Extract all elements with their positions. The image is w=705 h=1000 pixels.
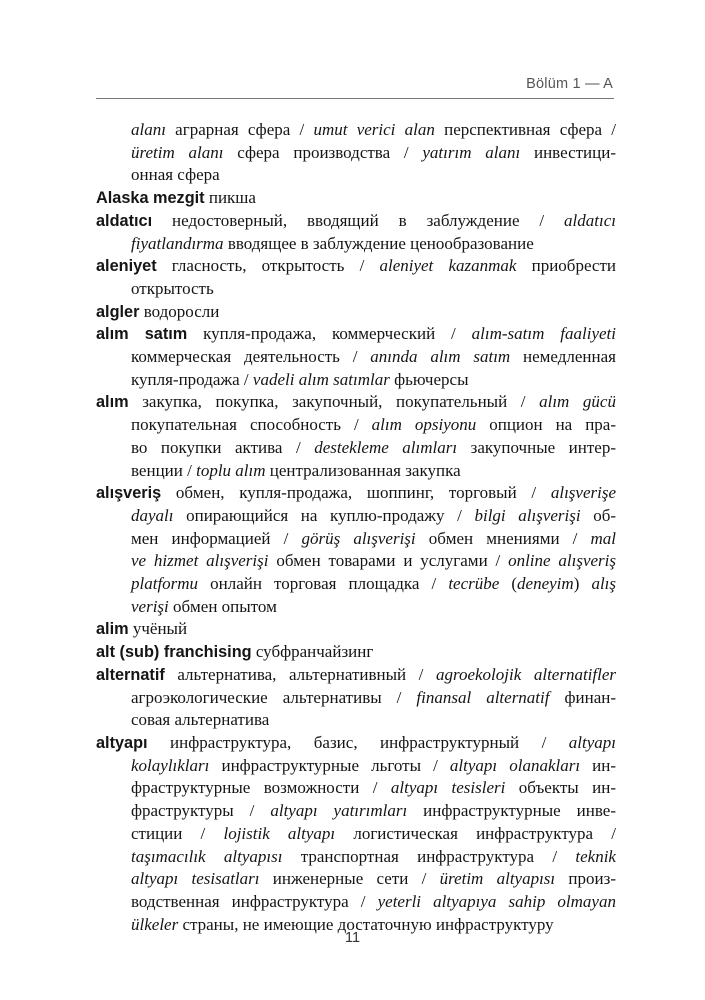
turkish-phrase: yatırım alanı — [422, 142, 521, 162]
translation-text: обмен, купля-продажа, шоппинг, торговый / — [161, 483, 551, 503]
turkish-phrase: platformu — [131, 574, 199, 594]
translation-text: учёный — [128, 619, 188, 639]
translation-text: об- — [580, 505, 617, 525]
continuation-line — [96, 755, 616, 778]
turkish-phrase: toplu alım — [196, 460, 266, 480]
translation-text: перспективная сфера / — [434, 120, 617, 139]
turkish-phrase: finansal alternatif — [416, 687, 550, 707]
entry-line — [96, 301, 616, 324]
translation-text: коммерческая деятельность / — [131, 347, 371, 367]
translation-text: логистическая инфраструктура / — [335, 823, 616, 843]
translation-text: альтернатива, альтернативный / — [164, 664, 436, 684]
continuation-line — [96, 369, 616, 392]
turkish-phrase: ülkeler — [131, 914, 179, 934]
translation-text: купля-продажа, коммерческий / — [187, 324, 472, 344]
turkish-phrase: altyapı tesisleri — [390, 778, 506, 798]
turkish-phrase: destekleme alımları — [314, 437, 458, 457]
translation-text: вводящее в заблуждение ценообразование — [223, 233, 534, 253]
entry-line — [96, 255, 616, 278]
translation-text: обмен опытом — [168, 596, 277, 616]
headword: aleniyet — [96, 257, 157, 276]
translation-text: субфранчайзинг — [251, 642, 374, 662]
continuation-line — [96, 164, 616, 187]
running-header: Bölüm 1 — A — [526, 76, 613, 92]
continuation-line — [96, 142, 616, 165]
translation-text: гласность, открытость / — [156, 256, 380, 276]
turkish-phrase: tecrübe — [448, 574, 500, 594]
headword: aldatıcı — [96, 211, 153, 230]
turkish-phrase: alanı — [131, 120, 166, 139]
translation-text: онная сфера — [131, 165, 220, 185]
turkish-phrase: üretim alanı — [131, 142, 224, 162]
headword: alışveriş — [96, 484, 162, 503]
headword: alım — [96, 393, 129, 412]
turkish-phrase: taşımacılık altyapısı — [131, 846, 283, 866]
continuation-line — [96, 460, 616, 483]
translation-text: ( — [499, 574, 518, 594]
translation-text: фраструктуры / — [131, 801, 271, 821]
turkish-phrase: fiyatlandırma — [131, 233, 224, 253]
translation-text: стиции / — [131, 823, 224, 843]
translation-text: венции / — [131, 460, 197, 480]
turkish-phrase: üretim altyapısı — [439, 869, 556, 889]
translation-text: приобрести — [516, 256, 616, 276]
translation-text: водственная инфраструктура / — [131, 891, 378, 911]
continuation-line — [96, 596, 616, 619]
translation-text: закупочные интер- — [457, 437, 616, 457]
translation-text: закупка, покупка, закупочный, покупательный / — [128, 392, 540, 412]
turkish-phrase: kolaylıkları — [131, 755, 210, 775]
turkish-phrase: alış — [591, 574, 616, 594]
translation-text: инфраструктура, базис, инфраструктурный / — [147, 732, 569, 752]
continuation-line — [96, 119, 616, 142]
turkish-phrase: aldatıcı — [564, 210, 616, 230]
translation-text: транспортная инфраструктура / — [282, 846, 576, 866]
headword: alternatif — [96, 665, 165, 684]
translation-text: инженерные сети / — [259, 869, 440, 889]
continuation-line — [96, 777, 616, 800]
headword: alt (sub) franchising — [96, 643, 252, 662]
turkish-phrase: bilgi alışverişi — [474, 505, 581, 525]
continuation-line — [96, 891, 616, 914]
translation-text: инвестици- — [520, 142, 616, 162]
translation-text: объекты ин- — [505, 778, 616, 798]
headword: alım satım — [96, 325, 188, 344]
translation-text: произ- — [555, 869, 616, 889]
turkish-phrase: altyapı olanakları — [449, 755, 581, 775]
translation-text: немедленная — [510, 347, 616, 367]
translation-text: фьючерсы — [389, 369, 469, 389]
turkish-phrase: umut verici alan — [313, 120, 435, 139]
headword: altyapı — [96, 733, 148, 752]
translation-text: обмен мнениями / — [415, 528, 591, 548]
continuation-line — [96, 846, 616, 869]
turkish-phrase: görüş alışverişi — [301, 528, 416, 548]
turkish-phrase: agroekolojik alternatifler — [435, 664, 617, 684]
turkish-phrase: alışverişe — [550, 483, 616, 503]
translation-text: пикша — [204, 188, 256, 208]
continuation-line — [96, 278, 616, 301]
translation-text: централизованная закупка — [265, 460, 461, 480]
continuation-line — [96, 346, 616, 369]
turkish-phrase: alım-satım faaliyeti — [471, 324, 616, 344]
translation-text: агроэкологические альтернативы / — [131, 687, 417, 707]
headword: alim — [96, 620, 129, 639]
turkish-phrase: altyapı yatırımları — [270, 801, 408, 821]
dictionary-entries — [96, 119, 616, 936]
headword: Alaska mezgit — [96, 189, 205, 208]
entry-line — [96, 482, 616, 505]
entry-line — [96, 391, 616, 414]
continuation-line — [96, 687, 616, 710]
translation-text: водоросли — [139, 301, 220, 321]
continuation-line — [96, 414, 616, 437]
continuation-line — [96, 505, 616, 528]
translation-text: аграрная сфера / — [165, 120, 314, 139]
translation-text: ) — [573, 574, 592, 594]
continuation-line — [96, 233, 616, 256]
continuation-line — [96, 437, 616, 460]
translation-text: совая альтернатива — [131, 710, 270, 730]
translation-text: открытость — [131, 278, 214, 298]
translation-text: обмен товарами и услугами / — [268, 551, 509, 571]
translation-text: ин- — [580, 755, 616, 775]
translation-text: купля-продажа / — [131, 369, 253, 389]
turkish-phrase: lojistik altyapı — [223, 823, 336, 843]
entry-line — [96, 187, 616, 210]
continuation-line — [96, 528, 616, 551]
turkish-phrase: mal — [590, 528, 617, 548]
turkish-phrase: deneyim — [517, 574, 574, 594]
turkish-phrase: yeterli altyapıya sahip olmayan — [377, 891, 616, 911]
translation-text: покупательная способность / — [131, 415, 372, 435]
turkish-phrase: altyapı — [568, 732, 616, 752]
entry-line — [96, 210, 616, 233]
continuation-line — [96, 823, 616, 846]
translation-text: инфраструктурные инве- — [407, 801, 616, 821]
turkish-phrase: altyapı tesisatları — [131, 869, 260, 889]
continuation-line — [96, 868, 616, 891]
translation-text: финан- — [549, 687, 617, 707]
entry-line — [96, 618, 616, 641]
translation-text: страны, не имеющие достаточную инфраструктуру — [178, 914, 554, 934]
translation-text: опцион на пра- — [476, 415, 617, 435]
entry-line — [96, 664, 616, 687]
turkish-phrase: teknik — [575, 846, 616, 866]
turkish-phrase: verişi — [131, 596, 169, 616]
entry-line — [96, 323, 616, 346]
translation-text: недостоверный, вводящий в заблуждение / — [152, 210, 565, 230]
turkish-phrase: anında alım satım — [370, 347, 511, 367]
translation-text: опирающийся на куплю-продажу / — [173, 505, 475, 525]
turkish-phrase: aleniyet kazanmak — [379, 256, 517, 276]
continuation-line — [96, 709, 616, 732]
continuation-line — [96, 550, 616, 573]
translation-text: сфера производства / — [223, 142, 423, 162]
turkish-phrase: vadeli alım satımlar — [252, 369, 390, 389]
headword: algler — [96, 302, 140, 321]
turkish-phrase: alım gücü — [539, 392, 616, 412]
turkish-phrase: ve hizmet alışverişi — [131, 551, 269, 571]
turkish-phrase: dayalı — [131, 505, 174, 525]
translation-text: во покупки актива / — [131, 437, 315, 457]
translation-text: мен информацией / — [131, 528, 302, 548]
entry-line — [96, 641, 616, 664]
translation-text: онлайн торговая площадка / — [198, 574, 449, 594]
translation-text: инфраструктурные льготы / — [209, 755, 450, 775]
page-number: 11 — [344, 930, 361, 946]
entry-line — [96, 732, 616, 755]
translation-text: фраструктурные возможности / — [131, 778, 391, 798]
header-divider — [96, 98, 614, 99]
turkish-phrase: alım opsiyonu — [371, 415, 477, 435]
continuation-line — [96, 800, 616, 823]
continuation-line — [96, 573, 616, 596]
turkish-phrase: online alışveriş — [508, 551, 616, 571]
